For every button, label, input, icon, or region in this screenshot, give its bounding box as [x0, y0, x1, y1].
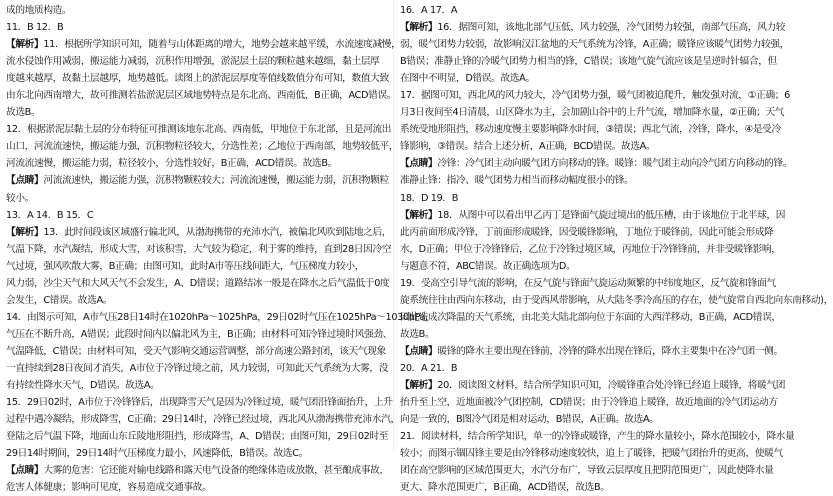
column-divider [393, 0, 394, 451]
line-text: 由东北向西南增大，故可推测若盐淤泥层区域地势特点是东北高、西南低，B正确，ACD错误。 [6, 90, 397, 102]
section-tag: 【点睛】 [400, 345, 438, 357]
line-text: 气温降低，C错误；由材料可知，受天气影响交通运营调整，部分高速公路封闭，该天气现象 [6, 345, 386, 357]
text-line [400, 292, 833, 309]
text-line [400, 224, 788, 241]
line-text: 过程中遇冷凝结，形成降雪，C正确；29日14时，冷锋已经过境，西北风从渤海携带充沛水汽， [6, 414, 400, 426]
line-text: 20．A 21．B [400, 362, 458, 374]
text-line [6, 121, 390, 138]
text-line [6, 309, 435, 326]
text-line [6, 343, 390, 360]
line-text: 18．从图中可以看出甲乙丙丁是锋面气旋过境出的低压槽，由于该地位于北半球，因 [437, 209, 786, 221]
text-line [400, 155, 793, 172]
line-text: 气压在不断升高，A错误；此段时间内以偏北风为主，B正确；由材料可知冷锋过境时风强劲、 [6, 328, 393, 340]
section-tag: 【点睛】 [6, 465, 44, 477]
text-line [400, 19, 788, 36]
text-line [400, 360, 788, 377]
text-line [400, 190, 788, 207]
text-line [6, 360, 390, 377]
line-text: 在图中不明显，D错误。故选A。 [400, 73, 535, 85]
text-line [400, 36, 788, 53]
line-text: 登陆之后气温下降，地面山东丘陵地形阻挡，形成降雪，A、D错误；由图可知，29日02时至 [6, 431, 389, 443]
text-line [6, 258, 390, 275]
text-line [400, 172, 788, 189]
text-line [6, 224, 390, 241]
text-line [400, 411, 788, 428]
section-tag: 【解析】 [400, 22, 438, 34]
text-line [6, 104, 390, 121]
text-line [400, 70, 788, 87]
line-text: 系统受地形阻挡，移动速度慢主要影响降水时间，③错误；西北气流，冷锋，降水，④是受冷 [400, 124, 781, 136]
line-text: 此丙前面形成冷锋，丁前面形成暖锋，因受暖锋影响，丁地位于暖锋前，因此可能会形成降 [400, 226, 774, 238]
text-line [400, 394, 788, 411]
text-line [6, 2, 390, 19]
line-text: 抬升至上空，近地面被冷气团控制，CD错误；由于冷锋追上暖锋，故近地面的冷气团运动方 [400, 397, 778, 409]
text-line [400, 377, 788, 394]
line-text: 20．阅读图文材料，结合所学知识可知，冷暖锋重合处冷锋已经追上暖锋，将暖气团 [437, 380, 786, 392]
line-text: 17．据图可知，西北风的风力较大，冷气团势力强，暖气团被迫爬升，触发强对流，①正确；6 [400, 90, 790, 102]
line-text: 16．据图可知，该地北部气压低，风力较强，冷气团势力较强，南部气压高，风力较 [437, 22, 786, 34]
text-line [400, 326, 788, 343]
section-tag: 【解析】 [400, 380, 438, 392]
text-line [6, 326, 393, 343]
line-text: 13．A 14．B 15．C [6, 209, 94, 221]
line-text: 冷锋：冷气团主动向暖气团方向移动的锋。暖锋：暖气团主动向冷气团方向移动的锋。 [437, 158, 793, 170]
text-line [6, 155, 390, 172]
line-text: 11．根据所学知识可知，随着与山体距离的增大，地势会越来越平缓，水流速度减慢， [43, 39, 401, 51]
text-line [6, 377, 390, 394]
line-text: 成的地质构造。 [6, 5, 72, 16]
text-line [6, 479, 390, 496]
line-text: 水，D正确；甲位于冷锋锋后，乙位于冷锋过境区域，丙地位于冷锋锋前，并非受暖锋影响， [400, 243, 781, 255]
line-text: 旋系统往往由西向东移动，由于受西风带影响，从大陆冬季冷高压的存在，使气旋常自西北向东南移动)， [400, 294, 833, 306]
line-text: 流水侵蚀作用减弱，搬运能力减弱，沉积作用增强，淤泥层土层的颗粒越来越细，黏土层厚 [6, 56, 380, 68]
text-line [6, 36, 401, 53]
line-text: 弱，暖气团势力较弱，故影响汉江盆地的天气系统为冷锋，A正确；暖锋应该暖气团势力较强， [400, 39, 790, 51]
text-line [6, 241, 390, 258]
section-tag: 【点睛】 [6, 175, 44, 187]
text-line [6, 428, 390, 445]
line-text: 与题意不符，ABC错误。故正确选项为D。 [400, 260, 576, 272]
section-tag: 【解析】 [6, 39, 44, 51]
line-text: 29日14时期间，29日14时气压梯度力最小，风速降低，B错误。故选C。 [6, 448, 308, 460]
text-line [400, 207, 788, 224]
line-text: 21．阅读材料，结合所学知识，单一的冷锋或暖锋，产生的降水量较小，降水范围较小，降水量 [400, 431, 795, 443]
line-text: 度越来越厚，故黏土层越厚，地势越低。读图上的淤泥层厚度等值线数值分布可知，数值大致 [6, 73, 389, 85]
section-tag: 【点睛】 [400, 158, 438, 170]
text-line [400, 309, 788, 326]
line-text: 大雾的危害：它还能对输电线路和露天电气设备的绝缘体造成放散，甚至酿成事故， [43, 465, 389, 477]
line-text: 风力弱，沙尘天气和大风天气不会发生，A、D错误；道路结冰一般是在降水之后气温低于0度 [6, 277, 390, 289]
text-line [6, 70, 390, 87]
line-text: 团在高空影响的区域范围更大，水汽分布广，导致云层厚度且把阴范围更广，因此使降水量 [400, 465, 774, 477]
line-text: 月3日夜间至4日清晨，山区降水为主，会加剧山谷中的上升气流，增加降水量，②正确；天气 [400, 107, 785, 119]
text-line [6, 292, 390, 309]
line-text: 16．A 17．A [400, 5, 458, 16]
line-text: 有持续性降水天气，D错误。故选A。 [6, 380, 160, 392]
line-text: 较小。 [6, 192, 35, 204]
line-text: 12．根据淤泥层黏土层的分布特征可推测该地东北高、西南低，甲地位于东北部，且是河流出 [6, 124, 392, 136]
line-text: B错误；准静止锋的冷暖气团势力相当的锋，C错误；该地气旋气流应该是呈逆时针辐合，但 [400, 56, 777, 68]
text-line [400, 241, 788, 258]
line-text: 准静止锋：指冷、暖气团势力相当而移动幅度很小的锋。 [400, 175, 634, 187]
line-text: 一直持续到28日夜间才消失，A市位于冷锋过境之前，风力较弱，可知此天气系统为大雾，没 [6, 362, 389, 374]
line-text: 19．受高空引导气流的影响，在反气旋与锋面气旋运动频繁的中纬度地区，反气旋和锋面气 [400, 277, 776, 289]
text-line [400, 445, 788, 462]
text-line [400, 428, 795, 445]
line-text: 山口，河流流速快，搬运能力强，沉积物粒径较大，分选性差；乙地位于西南部，地势较低平， [6, 141, 399, 153]
line-text: 故选B。 [400, 328, 435, 340]
line-text: 14．由图示可知，A市气压28日14时在1020hPa～1025hPa，29日02时气压在1025hPa～1030hPa， [6, 311, 435, 323]
line-text: 锋影响，③错误。结合上述分析，A正确，BCD错误。故选A。 [400, 141, 656, 153]
text-line [6, 462, 390, 479]
text-line [400, 104, 788, 121]
line-text: 河流流速快，搬运能力强，沉积物颗粒较大；河流流速慢，搬运能力弱，沉积物颗粒 [43, 175, 389, 187]
text-line [400, 343, 788, 360]
text-line [6, 138, 399, 155]
text-line [6, 394, 393, 411]
text-line [6, 87, 397, 104]
text-line [6, 445, 390, 462]
section-tag: 【解析】 [6, 226, 44, 238]
text-line [6, 190, 390, 207]
line-text: 较小；而图示锢囚锋主要是由冷锋移动速度较快，追上了暖锋，把暖气团抬升的更高，使暖气 [400, 448, 783, 460]
text-line [400, 121, 788, 138]
line-text: 15．29日02时，A市位于冷锋锋后，出现降雪天气是因为冷锋过境，暖气团沿锋面抬升，上升 [6, 397, 393, 409]
text-line [6, 53, 390, 70]
line-text: 气温下降，水汽凝结，形成大雪，对该积雪，大气较为稳定，利于雾的维持，直到28日因冷空 [6, 243, 392, 255]
text-line [6, 207, 390, 224]
text-line [6, 172, 390, 189]
line-text: 11．B 12．B [6, 22, 64, 34]
line-text: 危害人体健康；影响可见度，容易造成交通事故。 [6, 482, 212, 494]
text-line [400, 87, 788, 104]
line-text: 18．D 19．B [400, 192, 459, 204]
text-line [400, 479, 788, 496]
line-text: 会发生，C错误。故选A。 [6, 294, 113, 306]
text-line [400, 53, 788, 70]
text-line [400, 138, 788, 155]
right-column [400, 2, 833, 496]
line-text: 气过境，强风吹散大雾，B正确；由图可知，此时A市等压线间距大，气压梯度力较小， [6, 260, 365, 272]
line-text: 故选B。 [6, 107, 41, 119]
line-text: 河流流速慢，搬运能力弱，粒径较小，分选性较好，B正确，ACD错误。故选B。 [6, 158, 338, 170]
line-text: 因此造成次降温的天气系统，由北美大陆北部向位于东面的大西洋移动，B正确，ACD错误， [400, 311, 781, 323]
text-line [6, 411, 400, 428]
text-line [6, 19, 390, 36]
line-text: 向是一致的，B图冷气团是相对运动，B错误，A正确。故选A。 [400, 414, 659, 426]
text-line [400, 2, 788, 19]
line-text: 更大、降水范围更广，B正确，ACD错误，故选B。 [400, 482, 610, 494]
text-line [400, 275, 788, 292]
line-text: 13．此时间段该区域盛行偏北风，从渤海携带的充沛水汽，被偏北风吹到陆地之后， [43, 226, 392, 238]
text-line [400, 258, 788, 275]
text-line [400, 462, 788, 479]
section-tag: 【解析】 [400, 209, 438, 221]
line-text: 暖锋的降水主要出现在锋前，冷锋的降水出现在锋后，降水主要集中在冷气团一侧。 [437, 345, 783, 357]
text-line [6, 275, 390, 292]
